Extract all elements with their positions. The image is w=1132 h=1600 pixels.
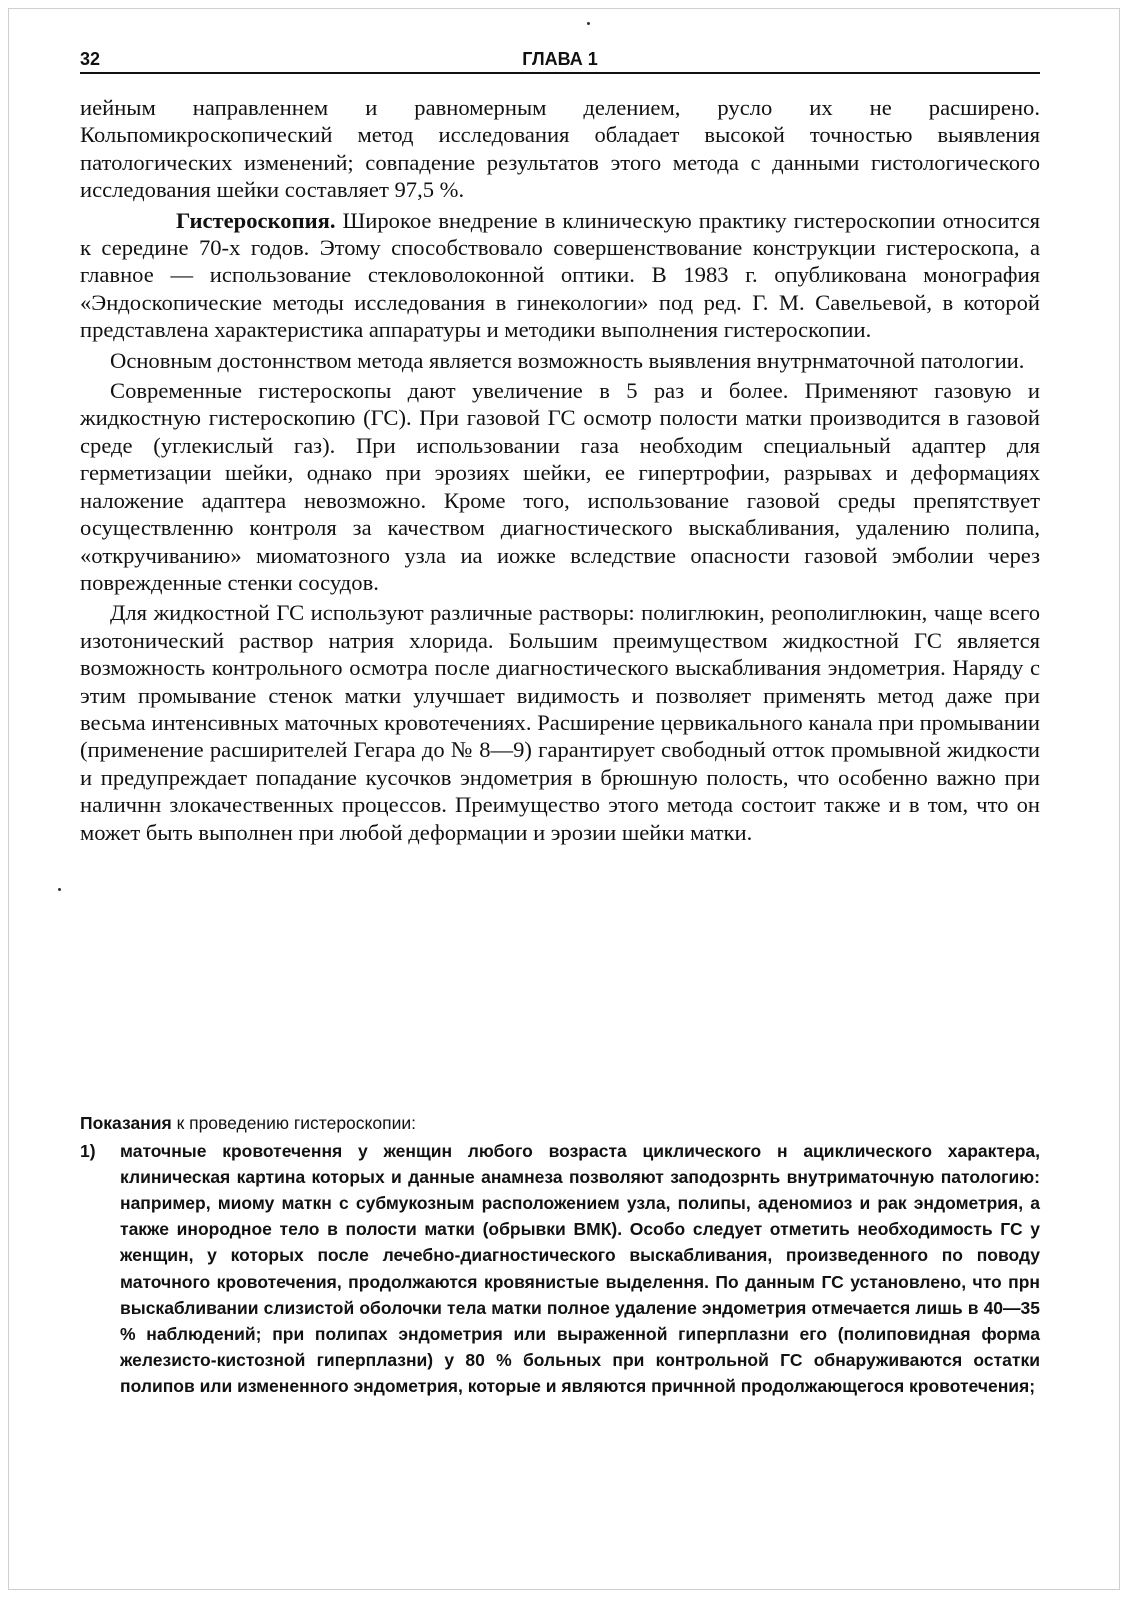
- indications-label: Показания: [80, 1113, 172, 1133]
- scan-speck: [58, 888, 61, 891]
- list-marker: 1): [80, 1141, 96, 1162]
- running-header: [80, 48, 1040, 74]
- paragraph: Основным достоннством метода является возможность выявления внутрнматочной патологии.: [110, 347, 1025, 373]
- indications-section: [80, 1110, 1040, 1399]
- chapter-title: ГЛАВА 1: [522, 49, 598, 69]
- scan-speck: [587, 22, 590, 25]
- list-item: [80, 1138, 1040, 1399]
- paragraph: [80, 207, 1040, 344]
- paragraph-text: Широкое внедрение в клиническую практику гистероскопии относится к середине 70-х годов. Этому способствовало совершенствование конструкции гистероскопа, а главное — использование стекловолоконной оптики. В 1983 г. опубликована монография «Эндоскопические методы исследования в гинекологии» под ред. Г. М. Савельевой, в которой представлена характеристика аппаратуры и методики выполнения гистероскопии.: [80, 207, 1040, 343]
- section-heading: Гистероскопия.: [176, 207, 336, 233]
- page-number: 32: [80, 49, 101, 69]
- paragraph: Для жидкостной ГС используют различные растворы: полиглюкин, реополиглюкин, чаще всего изотонический раствор натрия хлорида. Большим преимуществом жидкостной ГС является возможность контрольного осмотра после диагностического выскабливания эндометрия. Наряду с этим промывание стенок матки улучшает видимость и позволяет применять метод даже при весьма интенсивных маточных кровотечениях. Расширение цервикального канала при промывании (применение расширителей Гегара до № 8—9) гарантирует свободный отток промывной жидкости и предупреждает попадание кусочков эндометрия в брюшную полость, что особенно важно при наличнн злокачественных процессов. Преимущество этого метода состоит также и в том, что он может быть выполнен при любой деформации и эрозии шейки матки.: [80, 600, 1040, 845]
- indications-lead: [80, 1110, 1040, 1136]
- paragraph: Современные гистероскопы дают увеличение в 5 раз и более. Применяют газовую и жидкостную гистероскопию (ГС). При газовой ГС осмотр полости матки производится в газовой среде (углекислый газ). При использовании газа необходим специальный адаптер для герметизации шейки, однако при эрозиях шейки, ее гипертрофии, разрывах и деформациях наложение адаптера невозможно. Кроме того, использование газовой среды препятствует осуществленню контроля за качеством диагностического выскабливания, удалению полипа, «откручиванию» миоматозного узла иа иожке вследствие опасности газовой эмболии через поврежденные стенки сосудов.: [80, 378, 1040, 595]
- indications-lead-text: к проведению гистероскопии:: [171, 1113, 417, 1133]
- paragraph: иейным направленнем и равномерным делением, русло их не расширено. Кольпомикроскопический метод исследования обладает высокой точностью выявления патологических изменений; совпадение результатов этого метода с данными гистологического исследования шейки составляет 97,5 %.: [80, 95, 1040, 203]
- body-text: [80, 94, 1040, 849]
- list-item-text: маточные кровотечення у женщин любого возраста циклического н ацикличеcкого характера, клиническая картина которых и данные анамнеза позволяют заподозрнть внутриматочную патологию: например, миому маткн с субмукозным расположением узла, полипы, аденомиоз и рак эндометрия, а также инородное тело в полости матки (обрывки ВМК). Особо следует отметить необходимость ГС у женщин, у которых после лечебно-диагностического выскабливания, произведенного по поводу маточного кровотечения, продолжаются кровянистые выделення. По данным ГС установлено, что прн выскабливании слизистой оболочки тела матки полное удаление эндометрия отмечается лишь в 40—35 % наблюдений; при полипах эндометрия или выраженной гиперплазни его (полиповидная форма железисто-кистозной гиперплазни) у 80 % больных при контрольной ГС обнаруживаются остатки полипов или измененного эндометрия, которые и являются причнной продолжающегося кровотечения;: [120, 1141, 1040, 1396]
